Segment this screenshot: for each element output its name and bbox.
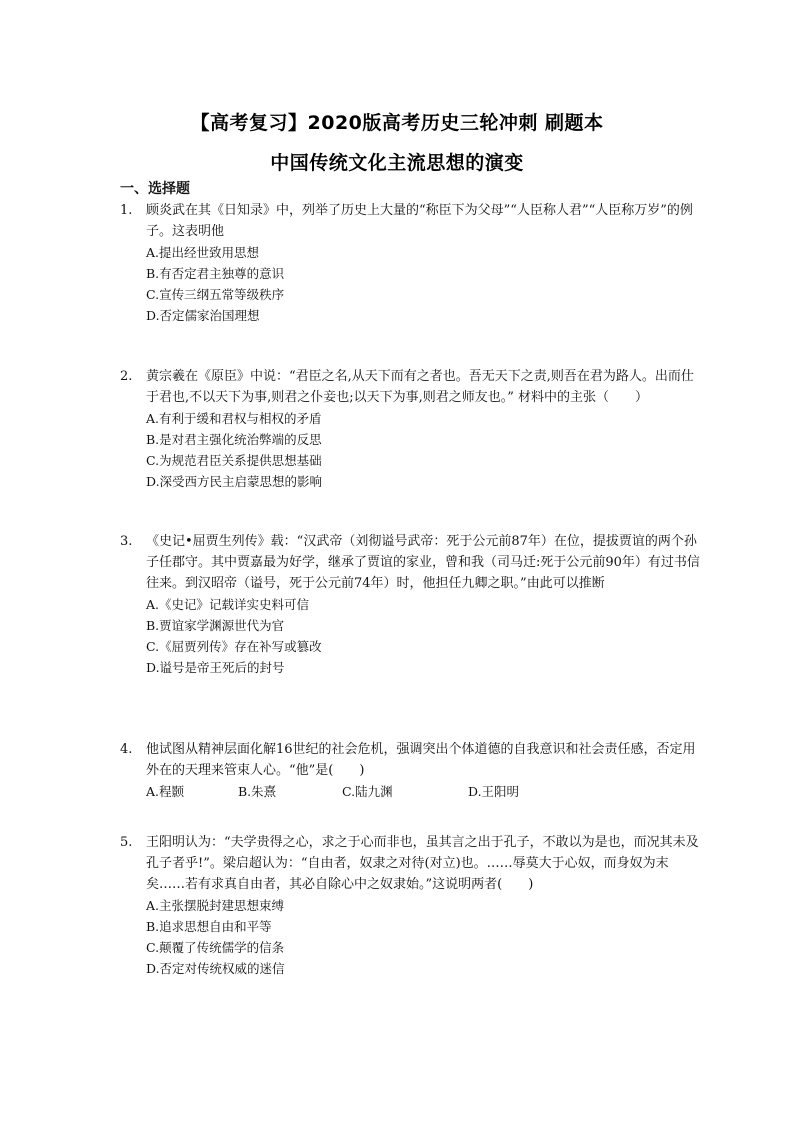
option-c: C.颠覆了传统儒学的信条 xyxy=(146,940,285,955)
option-d: D.否定儒家治国理想 xyxy=(146,308,260,323)
question-number: 3. xyxy=(120,534,133,549)
option-c: C.《屈贾列传》存在补写或篡改 xyxy=(146,639,322,654)
option-b: B.有否定君主独尊的意识 xyxy=(146,266,285,281)
option-a: A.有利于缓和君权与相权的矛盾 xyxy=(146,411,322,426)
question-stem xyxy=(120,739,706,781)
question-3 xyxy=(120,531,700,678)
document-subtitle: 中国传统文化主流思想的演变 xyxy=(270,152,524,174)
option-a: A.程颢 xyxy=(146,784,185,799)
option-c: C.为规范君臣关系提供思想基础 xyxy=(146,453,322,468)
document-title: 【高考复习】2020版高考历史三轮冲刺 刷题本 xyxy=(190,112,604,134)
question-2 xyxy=(120,366,694,492)
option-d: D.否定对传统权威的迷信 xyxy=(146,961,285,976)
option-d: D.王阳明 xyxy=(468,784,520,799)
question-number: 2. xyxy=(120,369,133,384)
option-b: B.是对君主强化统治弊端的反思 xyxy=(146,432,322,447)
options-row xyxy=(120,781,680,802)
option-c: C.宣传三纲五常等级秩序 xyxy=(146,287,285,302)
question-text: 《史记•屈贾生列传》载：“汉武帝（刘彻谥号武帝：死于公元前87年）在位，提拔贾谊的两个孙子任郡守。其中贾嘉最为好学，继承了贾谊的家业，曾和我（司马迁:死于公元前90年）有过书信往来。到汉昭帝（谥号，死于公元前74年）时，他担任九卿之职。”由此可以推断 xyxy=(146,534,700,591)
question-text: 王阳明认为：“夫学贵得之心，求之于心而非也，虽其言之出于孔子，不敢以为是也，而况其未及孔子者乎!”。梁启超认为：“自由者，奴隶之对待(对立)也。……辱莫大于心奴，而身奴为末矣……若有求真自由者，其必自除心中之奴隶始。”这说明两者( ) xyxy=(146,835,699,892)
question-text: 顾炎武在其《日知录》中，列举了历史上大量的“称臣下为父母”“人臣称人君”“人臣称万岁”的例子。这表明他 xyxy=(146,203,693,239)
question-text: 黄宗羲在《原臣》中说：“君臣之名,从天下而有之者也。吾无天下之责,则吾在君为路人。出而仕于君也,不以天下为事,则君之仆妾也;以天下为事,则君之师友也。” 材料中的主张（ ） xyxy=(146,369,694,405)
question-stem xyxy=(120,832,706,895)
option-c: C.陆九渊 xyxy=(342,784,393,799)
option-a: A.《史记》记载详实史料可信 xyxy=(146,597,310,612)
question-number: 1. xyxy=(120,203,133,218)
option-d: D.深受西方民主启蒙思想的影响 xyxy=(146,474,323,489)
question-1 xyxy=(120,200,693,326)
question-4 xyxy=(120,739,696,802)
option-b: B.贾谊家学渊源世代为官 xyxy=(146,618,285,633)
option-a: A.提出经世致用思想 xyxy=(146,245,260,260)
option-b: B.朱熹 xyxy=(238,784,277,799)
question-stem xyxy=(120,366,706,408)
question-number: 5. xyxy=(120,835,133,850)
section-heading: 一、选择题 xyxy=(120,181,190,197)
option-a: A.主张摆脱封建思想束缚 xyxy=(146,898,285,913)
question-stem xyxy=(120,200,706,242)
question-5 xyxy=(120,832,699,979)
option-b: B.追求思想自由和平等 xyxy=(146,919,272,934)
question-text: 他试图从精神层面化解16世纪的社会危机，强调突出个体道德的自我意识和社会责任感，否定用外在的天理来管束人心。“他”是( ) xyxy=(146,742,696,778)
question-number: 4. xyxy=(120,742,133,757)
option-d: D.谥号是帝王死后的封号 xyxy=(146,660,285,675)
question-stem xyxy=(120,531,706,594)
